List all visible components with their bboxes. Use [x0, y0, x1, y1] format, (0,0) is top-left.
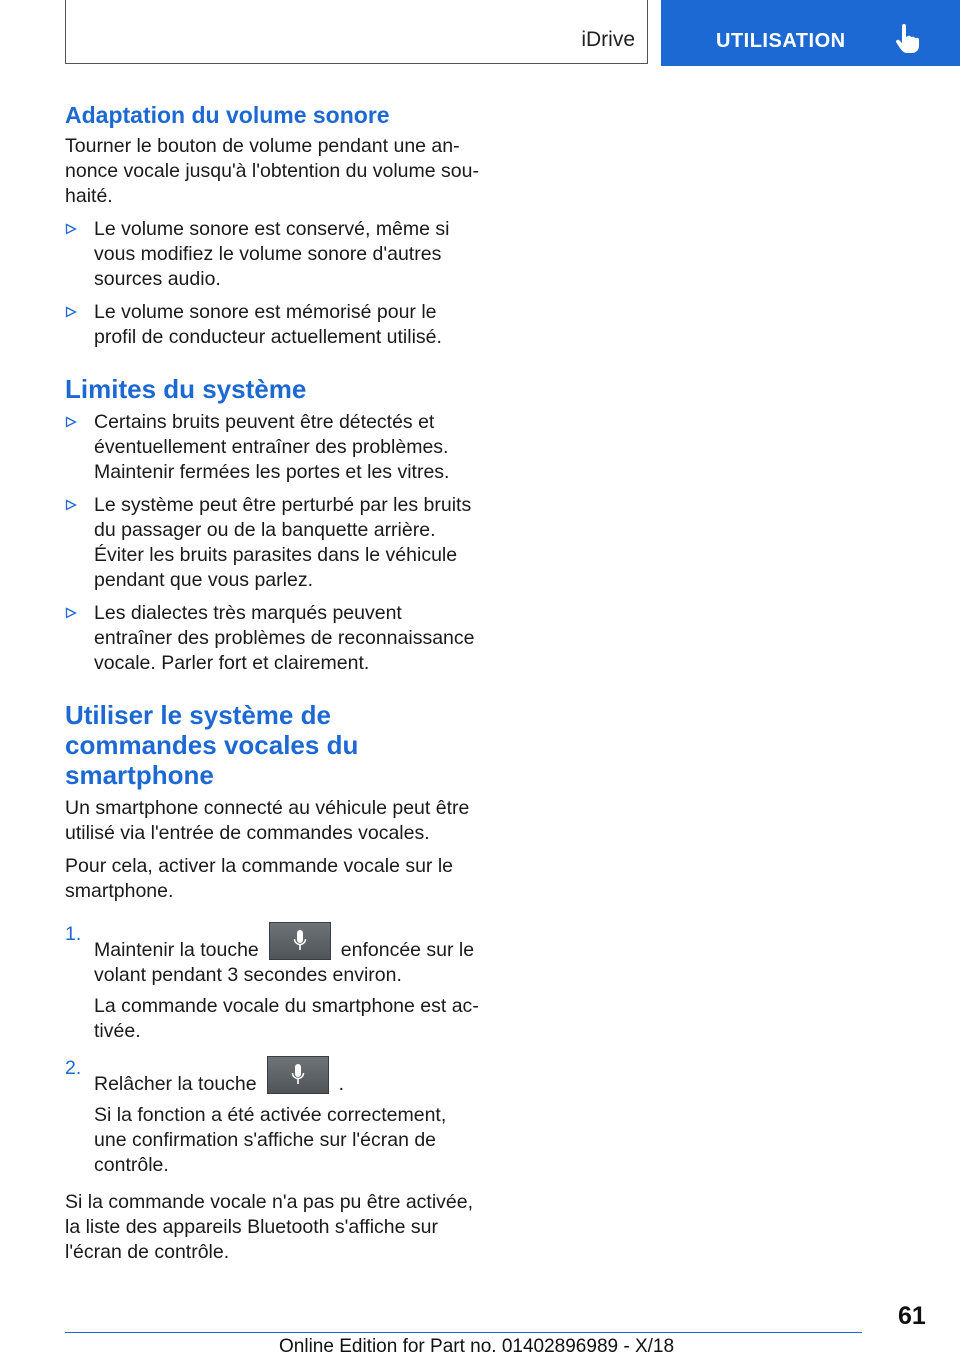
smartphone-para-2: Pour cela, activer la commande vocale sur le smartphone. [65, 855, 454, 902]
step-text-before: Relâcher la touche [94, 1073, 257, 1095]
voice-button-image [269, 922, 331, 960]
volume-intro: Tourner le bouton de volume pendant une annonce vocale jusqu'à l'obtention du volume souhaité. [65, 135, 479, 207]
list-item [65, 493, 480, 593]
smartphone-steps [65, 922, 480, 1178]
volume-bullet-list [65, 217, 480, 350]
list-item-text: Le volume sonore est mémorisé pour le profil de conducteur actuellement utilisé. [94, 301, 442, 348]
page-content [65, 100, 480, 1273]
header-section-tab [661, 0, 960, 66]
step-number: 1. [65, 923, 82, 945]
header-section-label: UTILISATION [716, 30, 846, 52]
list-item-text: Le volume sonore est conservé, même si vous modifiez le volume sonore d'autres sources audio. [94, 218, 450, 290]
heading-volume: Adaptation du volume sonore [65, 102, 390, 128]
triangle-bullet-icon [65, 223, 77, 235]
triangle-bullet-icon [65, 306, 77, 318]
list-item [65, 410, 480, 485]
triangle-bullet-icon [65, 499, 77, 511]
smartphone-closing: Si la commande vocale n'a pas pu être activée, la liste des appareils Bluetooth s'affiche sur l'écran de contrôle. [65, 1191, 474, 1263]
footer-edition-text: Online Edition for Part no. 01402896989 - X/18 [279, 1336, 675, 1357]
list-item-text: Les dialectes très marqués peuvent entraîner des problèmes de reconnaissance vocale. Parler fort et clairement. [94, 602, 475, 674]
footer-divider [65, 1332, 862, 1333]
step-text-before: Maintenir la touche [94, 939, 259, 961]
voice-button-image [267, 1056, 329, 1094]
smartphone-para-1: Un smartphone connecté au véhicule peut être utilisé via l'entrée de commandes vocales. [65, 797, 470, 844]
microphone-icon [293, 930, 307, 952]
heading-smartphone: Utiliser le système de commandes vocales du smartphone [65, 700, 359, 790]
triangle-bullet-icon [65, 416, 77, 428]
triangle-bullet-icon [65, 607, 77, 619]
header-chapter-label: iDrive [581, 28, 635, 51]
list-item [65, 601, 480, 676]
step-text-after: . [338, 1073, 345, 1095]
step-number: 2. [65, 1057, 82, 1079]
step-result: La commande vocale du smartphone est activée. [94, 995, 479, 1042]
heading-limits: Limites du système [65, 374, 307, 404]
limits-bullet-list [65, 410, 480, 676]
step-item [65, 922, 480, 1044]
list-item [65, 300, 480, 350]
step-item [65, 1056, 480, 1178]
list-item-text: Certains bruits peuvent être détectés et éventuellement entraîner des problèmes. Maintenir fermées les portes et les vitres. [94, 411, 450, 483]
step-result: Si la fonction a été activée correctement, une confirmation s'affiche sur l'écran de contrôle. [94, 1104, 447, 1176]
list-item-text: Le système peut être perturbé par les bruits du passager ou de la banquette arrière. Éviter les bruits parasites dans le véhicule pendant que vous parlez. [94, 494, 472, 591]
pointing-hand-icon [893, 24, 921, 54]
microphone-icon [291, 1064, 305, 1086]
page-number: 61 [898, 1302, 926, 1330]
step-text-after: enfoncée sur le volant pendant 3 secondes environ. [94, 939, 475, 986]
header-chapter-box [65, 0, 648, 64]
list-item [65, 217, 480, 292]
